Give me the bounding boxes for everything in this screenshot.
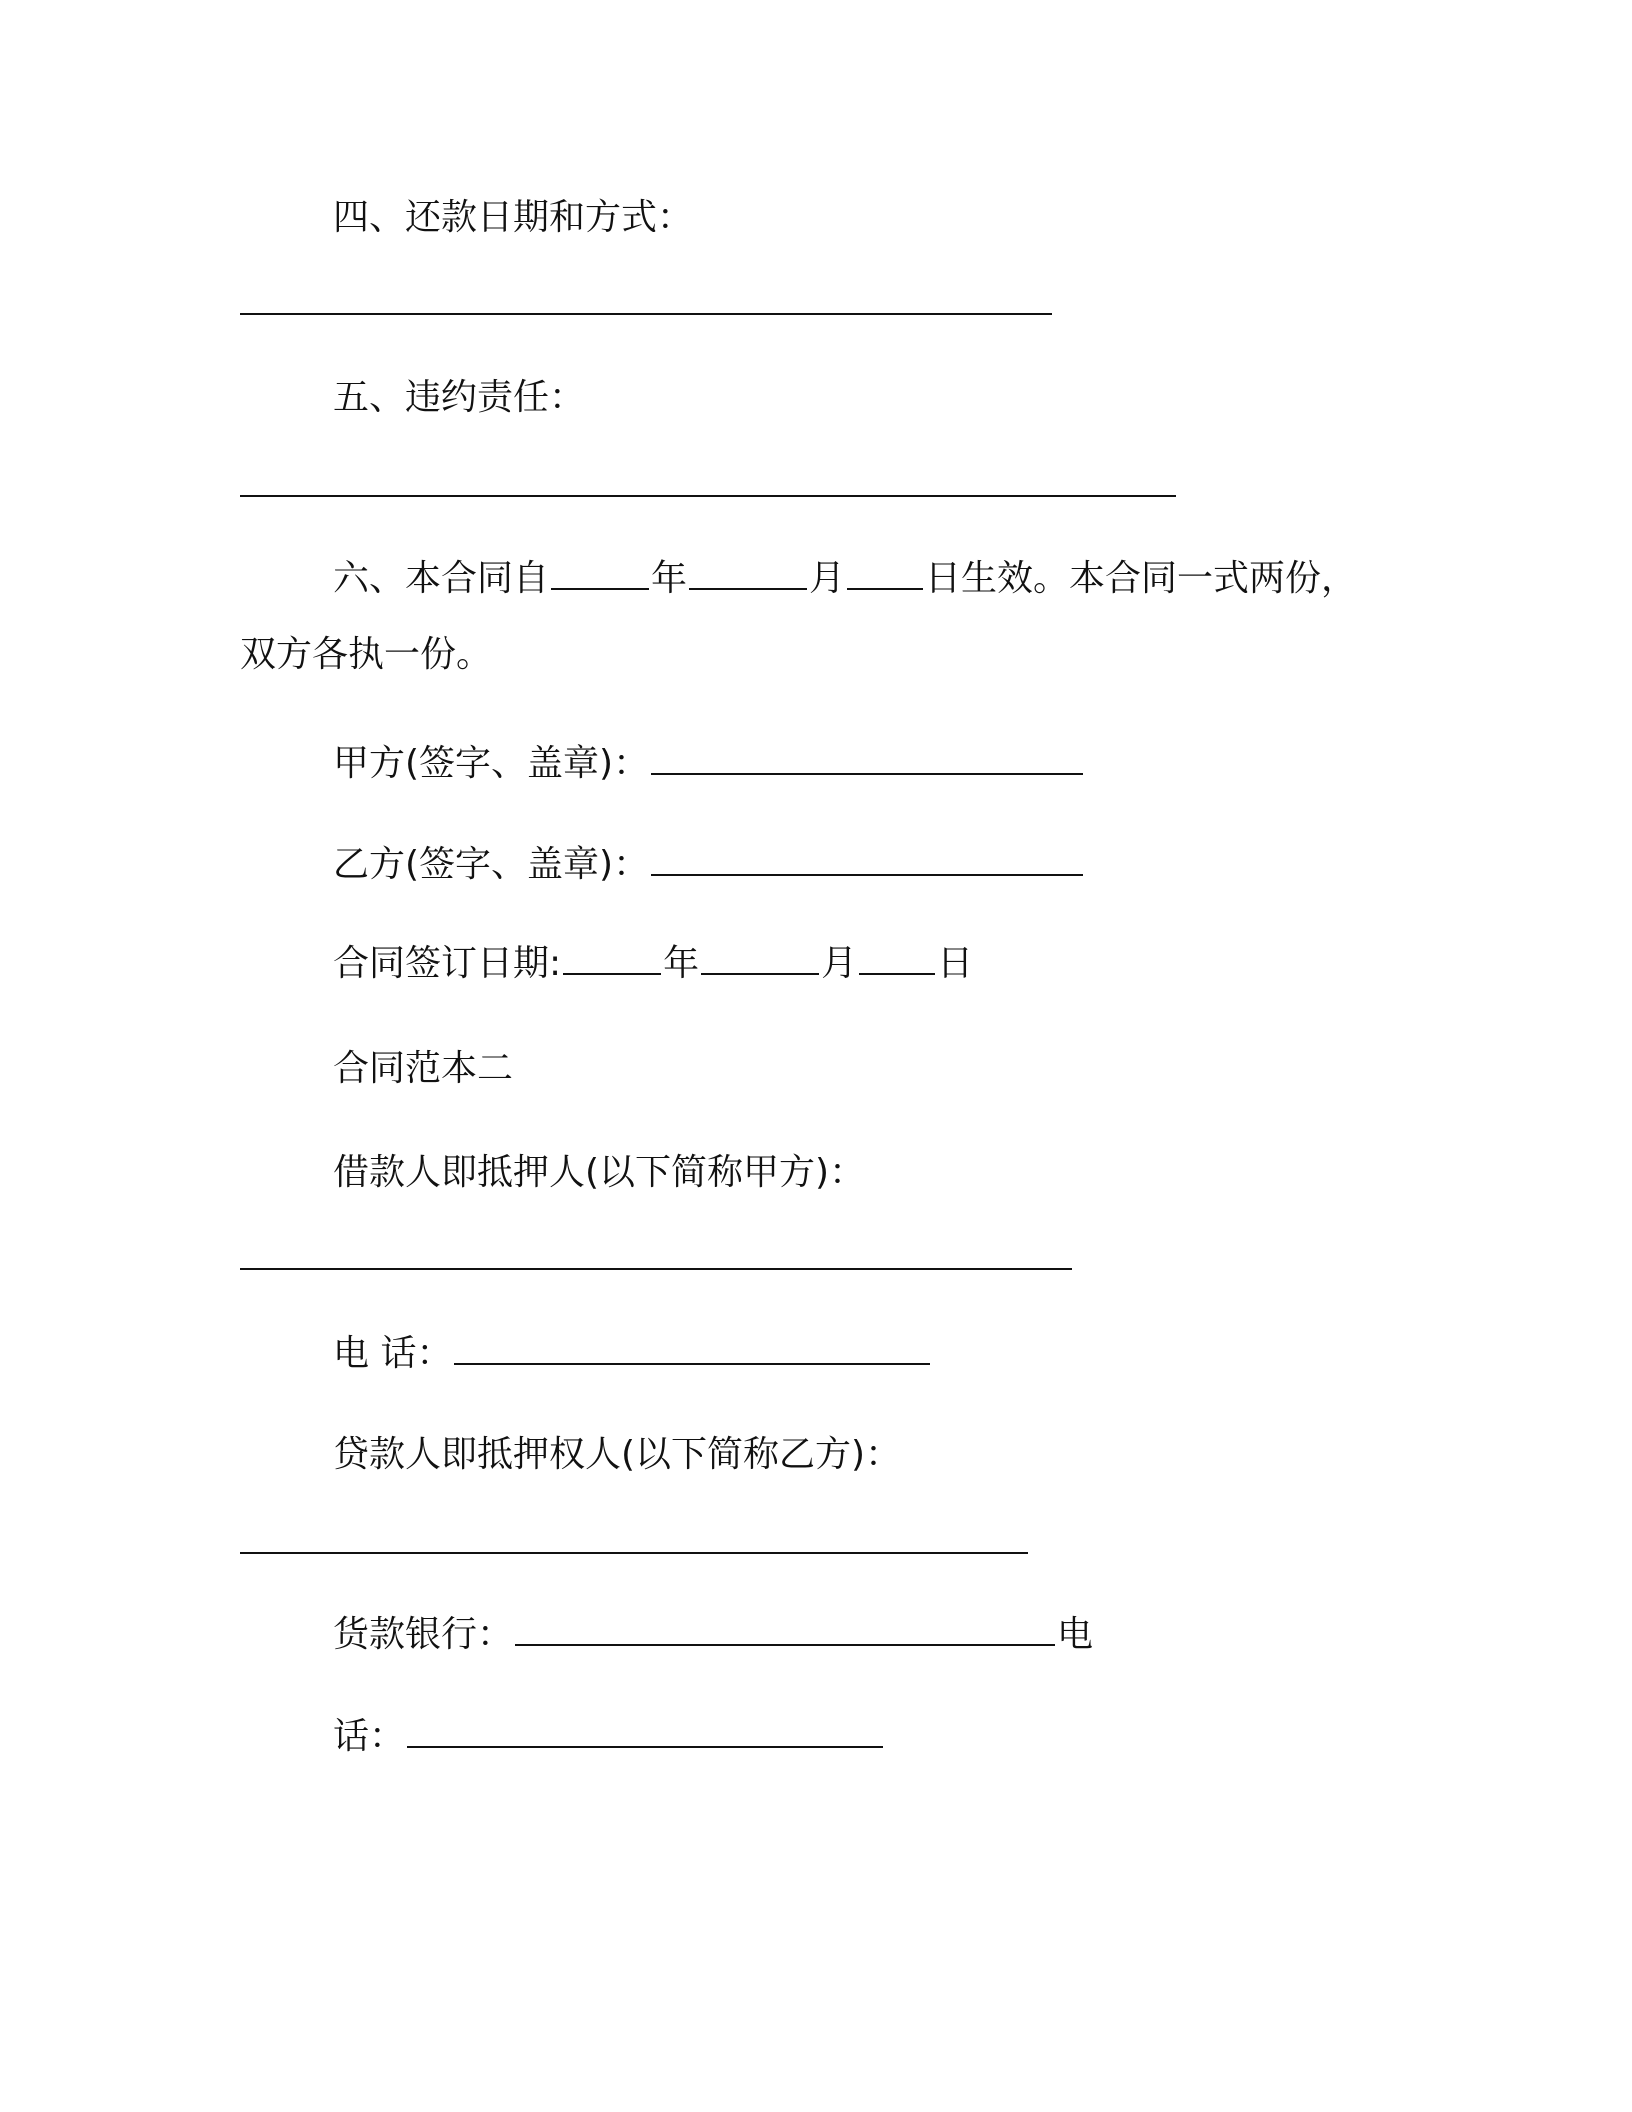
phone-1-line bbox=[333, 1332, 932, 1376]
phone-1-blank bbox=[454, 1333, 930, 1365]
template-2-title: 合同范本二 bbox=[333, 1048, 514, 1089]
borrower-label: 借款人即抵押人(以下简称甲方)： bbox=[333, 1152, 866, 1193]
effective-year-blank bbox=[551, 558, 649, 590]
sign-day-blank bbox=[859, 943, 935, 975]
bank-tail: 电 bbox=[1057, 1614, 1094, 1655]
section-4-heading: 四、还款日期和方式： bbox=[333, 197, 694, 238]
section-4-fill-line bbox=[240, 313, 1052, 315]
section-6-line-2: 双方各执一份。 bbox=[240, 634, 493, 675]
party-b-signature-blank bbox=[651, 844, 1083, 876]
section-5-fill-line bbox=[240, 495, 1176, 497]
section-5-heading: 五、违约责任： bbox=[333, 377, 586, 418]
effective-day-blank bbox=[847, 558, 923, 590]
phone-2-blank bbox=[407, 1716, 883, 1748]
sign-date-line bbox=[333, 942, 973, 986]
sign-month-blank bbox=[701, 943, 819, 975]
phone-2-line bbox=[333, 1715, 885, 1759]
bank-label: 货款银行： bbox=[333, 1614, 514, 1655]
borrower-fill-line bbox=[240, 1268, 1072, 1270]
sign-date-label: 合同签订日期: bbox=[333, 943, 562, 984]
sign-day-label: 日 bbox=[937, 943, 974, 984]
lender-label: 贷款人即抵押权人(以下简称乙方)： bbox=[333, 1434, 902, 1475]
sign-month-label: 月 bbox=[821, 943, 858, 984]
party-b-label: 乙方(签字、盖章)： bbox=[333, 844, 650, 885]
phone-1-label: 电 话： bbox=[333, 1333, 453, 1374]
lender-fill-line bbox=[240, 1552, 1028, 1554]
bank-line bbox=[333, 1613, 1093, 1657]
effective-month-blank bbox=[689, 558, 807, 590]
sign-year-blank bbox=[563, 943, 661, 975]
bank-blank bbox=[515, 1614, 1055, 1646]
section-6-prefix: 六、本合同自 bbox=[333, 558, 550, 599]
effective-month-label: 月 bbox=[809, 558, 846, 599]
party-a-label: 甲方(签字、盖章)： bbox=[333, 743, 650, 784]
party-a-signature-line bbox=[333, 742, 1085, 786]
party-b-signature-line bbox=[333, 843, 1085, 887]
sign-year-label: 年 bbox=[663, 943, 700, 984]
phone-2-label: 话： bbox=[333, 1716, 406, 1757]
effective-year-label: 年 bbox=[651, 558, 688, 599]
section-6-line-1 bbox=[333, 557, 1357, 601]
section-6-suffix: 日生效。本合同一式两份， bbox=[925, 558, 1358, 599]
party-a-signature-blank bbox=[651, 743, 1083, 775]
